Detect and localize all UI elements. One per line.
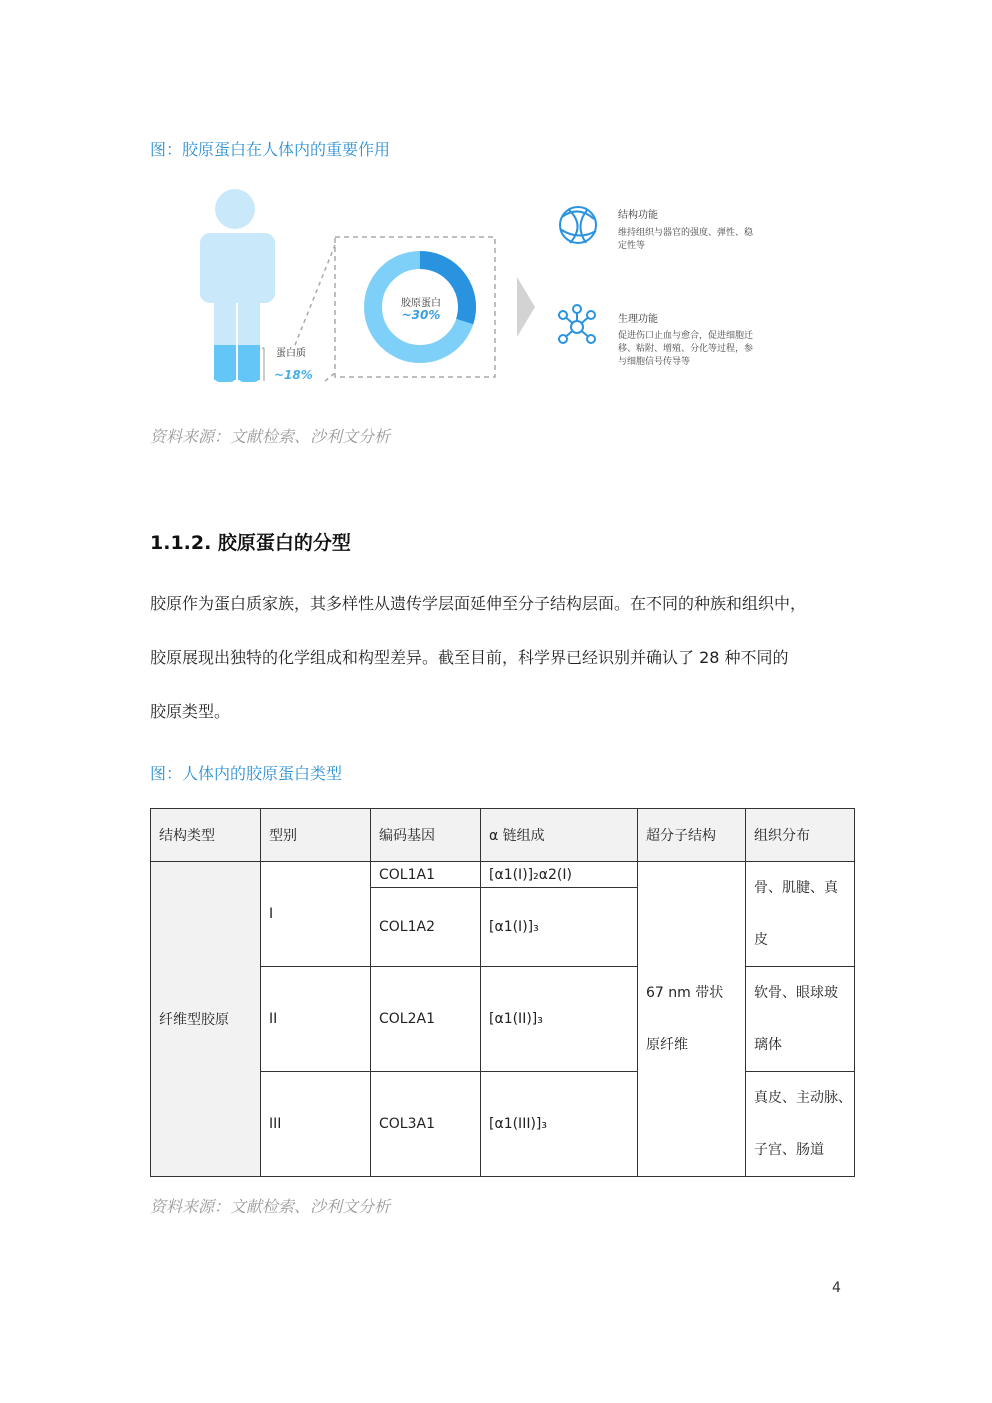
type-cell: II [261, 967, 371, 1072]
gene-cell: COL3A1 [371, 1072, 481, 1177]
physiological-function-title: 生理功能 [618, 314, 658, 325]
paragraph-line: 胶原作为蛋白质家族，其多样性从遗传学层面延伸至分子结构层面。在不同的种族和组织中， [150, 594, 807, 613]
structural-function-title: 结构功能 [618, 210, 658, 221]
network-sphere-icon [560, 207, 596, 243]
figure1-source: 资料来源：文献检索、沙利文分析 [150, 427, 391, 446]
protein-percentage: ~18% [274, 368, 313, 382]
section-paragraph [150, 594, 850, 722]
paragraph-line: 胶原类型。 [150, 702, 231, 721]
protein-label: 蛋白质 [276, 348, 306, 359]
figure2-caption: 图：人体内的胶原蛋白类型 [150, 764, 343, 783]
donut-percentage: ~30% [401, 308, 441, 322]
structure-type-cell: 纤维型胶原 [151, 862, 261, 1177]
table-header-cell: 型别 [261, 809, 371, 862]
table-header-cell: 超分子结构 [638, 809, 746, 862]
chain-cell: [α1(I)]₃ [481, 888, 638, 967]
donut-label: 胶原蛋白 [401, 298, 441, 309]
tissue-cell: 软骨、眼球玻 璃体 [746, 967, 855, 1072]
gene-cell: COL1A2 [371, 888, 481, 967]
section-title: 1.1.2. 胶原蛋白的分型 [150, 532, 351, 554]
supramolecular-cell [638, 862, 746, 1177]
supramolecular-line: 67 nm 带状 [646, 985, 724, 1001]
type-cell: III [261, 1072, 371, 1177]
chain-cell: [α1(II)]₃ [481, 967, 638, 1072]
supramolecular-line: 原纤维 [646, 1037, 688, 1053]
tissue-cell: 骨、肌腱、真 皮 [746, 862, 855, 967]
table-row [151, 862, 855, 888]
page-number: 4 [832, 1280, 841, 1296]
type-cell: I [261, 862, 371, 967]
chain-cell: [α1(I)]₂α2(I) [481, 862, 638, 888]
gene-cell: COL2A1 [371, 967, 481, 1072]
molecule-icon [559, 305, 595, 343]
table-header-cell: 结构类型 [151, 809, 261, 862]
table-header-cell: 组织分布 [746, 809, 855, 862]
chain-cell: [α1(III)]₃ [481, 1072, 638, 1177]
arrow-right-icon [517, 277, 535, 337]
tissue-cell: 真皮、主动脉、 子宫、肠道 [746, 1072, 855, 1177]
table-header-row [151, 809, 855, 862]
collagen-role-figure [190, 185, 810, 395]
collagen-types-table [150, 808, 855, 1177]
figure2-source: 资料来源：文献检索、沙利文分析 [150, 1197, 391, 1216]
paragraph-line: 胶原展现出独特的化学组成和构型差异。截至目前，科学界已经识别并确认了 28 种不同的 [150, 648, 789, 667]
table-header-cell: 编码基因 [371, 809, 481, 862]
table-header-cell: α 链组成 [481, 809, 638, 862]
figure1-caption: 图：胶原蛋白在人体内的重要作用 [150, 140, 391, 159]
gene-cell: COL1A1 [371, 862, 481, 888]
physiological-function-desc: 促进伤口止血与愈合，促进细胞迁 移、粘附、增殖、分化等过程，参 与细胞信号传导等 [618, 331, 754, 367]
structural-function-desc: 维持组织与器官的强度、弹性、稳 定性等 [618, 228, 754, 251]
